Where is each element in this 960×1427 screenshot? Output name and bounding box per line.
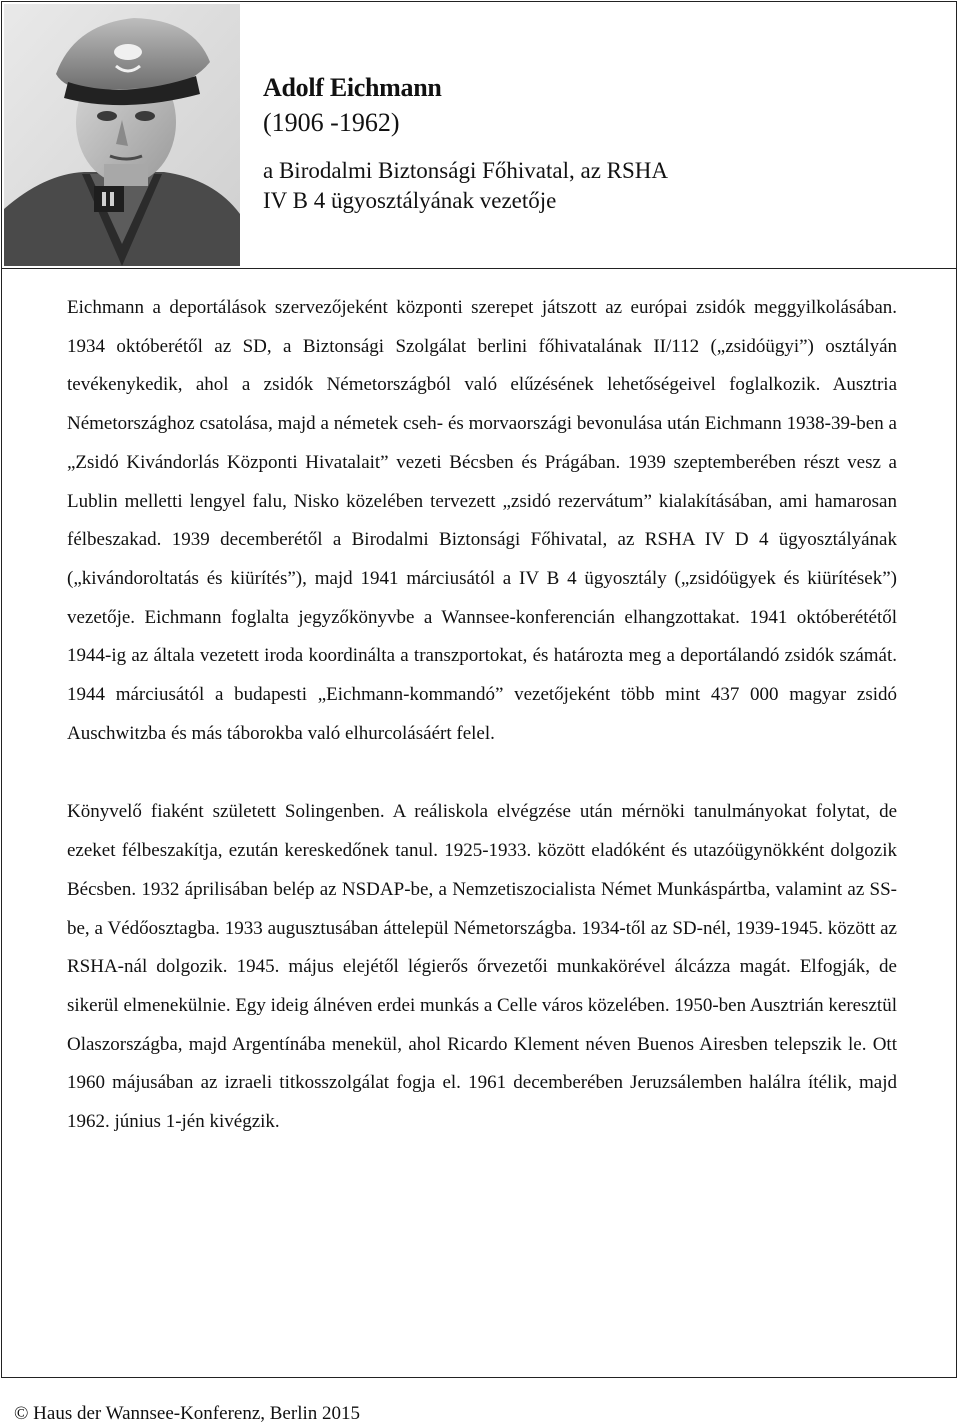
header-text bbox=[263, 72, 943, 216]
life-years: (1906 -1962) bbox=[263, 108, 400, 137]
role-line-1: a Birodalmi Biztonsági Főhivatal, az RSHA bbox=[263, 158, 669, 183]
document-frame bbox=[1, 1, 957, 1378]
person-name: Adolf Eichmann bbox=[263, 73, 442, 102]
role-line-2: IV B 4 ügyosztályának vezetője bbox=[263, 188, 557, 213]
portrait-photo bbox=[4, 4, 240, 266]
copyright-footer: © Haus der Wannsee-Konferenz, Berlin 2015 bbox=[14, 1403, 360, 1424]
biography-paragraph-2: Könyvelő fiaként született Solingenben. A reáliskola elvégzése után mérnöki tanulmányokat folytat, de ezeket félbeszakítja, ezután kereskedőnek tanul. 1925-1933. között eladóként és utazóügynökként dolgozik Bécsben. 1932 áprilisában belép az NSDAP-be, a Nemzetiszocialista Német Munkáspártba, valamint az SS-be, a Védőosztagba. 1933 augusztusában áttelepül Németországba. 1934-től az SD-nél, 1939-1945. között az RSHA-nál dolgozik. 1945. május elejétől légierős őrvezetői munkakörével álcázza magát. Elfogják, de sikerül elmenekülnie. Egy ideig álnéven erdei munkás a Celle város közelében. 1950-ben Ausztrián keresztül Olaszországba, majd Argentínába menekül, ahol Ricardo Klement néven Buenos Airesben telepszik le. Ott 1960 májusában az izraeli titkosszolgálat fogja el. 1961 decemberében Jeruzsálemben halálra ítélik, majd 1962. június 1-jén kivégzik. bbox=[67, 801, 897, 1133]
header-section bbox=[2, 2, 956, 269]
biography-body bbox=[67, 289, 897, 1142]
role-title bbox=[263, 156, 943, 216]
biography-paragraph-1: Eichmann a deportálások szervezőjeként központi szerepet játszott az európai zsidók meggyilkolásában. 1934 októberétől az SD, a Biztonsági Szolgálat berlini főhivatalának II/112 („zsidóügyi”) osztályán tevékenykedik, ahol a zsidók Németországból való elűzésének lehetőségeivel foglalkozik. Ausztria Németországhoz csatolása, majd a németek cseh- és morvaországi bevonulása után Eichmann 1938-39-ben a „Zsidó Kivándorlás Központi Hivatalait” vezeti Bécsben és Prágában. 1939 szeptemberében részt vesz a Lublin melletti lengyel falu, Nisko közelében tervezett „zsidó rezervátum” kialakításában, ami hamarosan félbeszakad. 1939 decemberétől a Birodalmi Biztonsági Főhivatal, az RSHA IV D 4 ügyosztályának („kivándoroltatás és kiürítés”), majd 1941 márciusától a IV B 4 ügyosztály („zsidóügyek és kiürítések”) vezetője. Eichmann foglalta jegyzőkönyvbe a Wannsee-konferencián elhangzottakat. 1941 októberététől 1944-ig az általa vezetett iroda koordinálta a transzportokat, és határozta meg a deportálandó zsidók számát. 1944 márciusától a budapesti „Eichmann-kommandó” vezetőjeként több mint 437 000 magyar zsidó Auschwitzba és más táborokba való elhurcolásáért felel. bbox=[67, 297, 897, 744]
